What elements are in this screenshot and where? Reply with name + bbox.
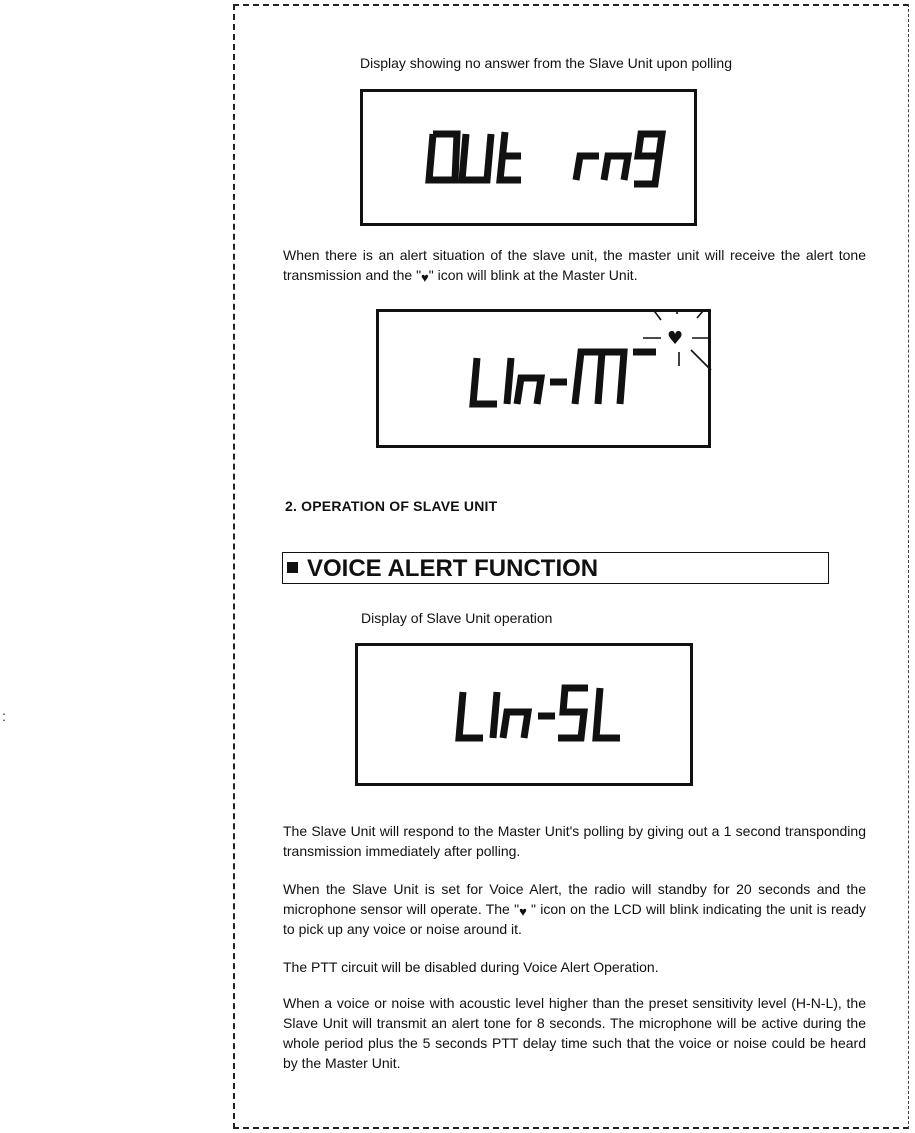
paragraph-voice-alert <box>283 879 866 939</box>
heart-icon: ♥ <box>667 328 684 349</box>
bullet-square-icon <box>287 562 298 573</box>
paragraph-acoustic: When a voice or noise with acoustic level higher than the preset sensitivity level (H-N-L), the Slave Unit will transmit an alert tone for 8 seconds. The microphone will be active during the whole period plus the 5 seconds PTT delay time such that the voice or noise could be heard by the Master Unit. <box>283 995 866 1071</box>
caption-slave-display: Display of Slave Unit operation <box>361 610 553 626</box>
paragraph-ptt: The PTT circuit will be disabled during Voice Alert Operation. <box>283 959 659 975</box>
lcd-master-display <box>376 309 711 448</box>
feature-title <box>287 555 598 583</box>
alert-paragraph-text-1: When there is an alert situation of the slave unit, the master unit will receive the alert tone transmission and the " <box>283 247 866 283</box>
feature-title-box <box>282 552 829 584</box>
paragraph-voice-alert-text-1: When the Slave Unit is set for Voice Alert, the radio will standby for 20 seconds and the microphone sensor will operate. The " <box>283 881 866 917</box>
paragraph-voice-alert-text-2: " icon on the LCD will blink indicating the unit is ready to pick up any voice or noise around it. <box>283 901 866 937</box>
lcd-slave-segments <box>358 646 696 789</box>
margin-mark: : <box>2 708 6 724</box>
lcd-out-range-segments <box>363 92 700 229</box>
alert-paragraph <box>283 245 866 285</box>
alert-paragraph-text-2: " icon will blink at the Master Unit. <box>428 267 638 283</box>
heart-icon: ♥ <box>519 904 527 919</box>
lcd-slave-display <box>355 643 693 786</box>
paragraph-respond: The Slave Unit will respond to the Master Unit's polling by giving out a 1 second transponding transmission immediately after polling. <box>283 823 866 859</box>
lcd-master-segments <box>379 312 714 451</box>
lcd-out-range-display <box>360 89 697 226</box>
section-heading: 2. OPERATION OF SLAVE UNIT <box>285 498 498 514</box>
heart-icon: ♥ <box>421 270 429 285</box>
feature-title-text: VOICE ALERT FUNCTION <box>307 555 599 582</box>
caption-no-answer: Display showing no answer from the Slave Unit upon polling <box>360 55 732 71</box>
